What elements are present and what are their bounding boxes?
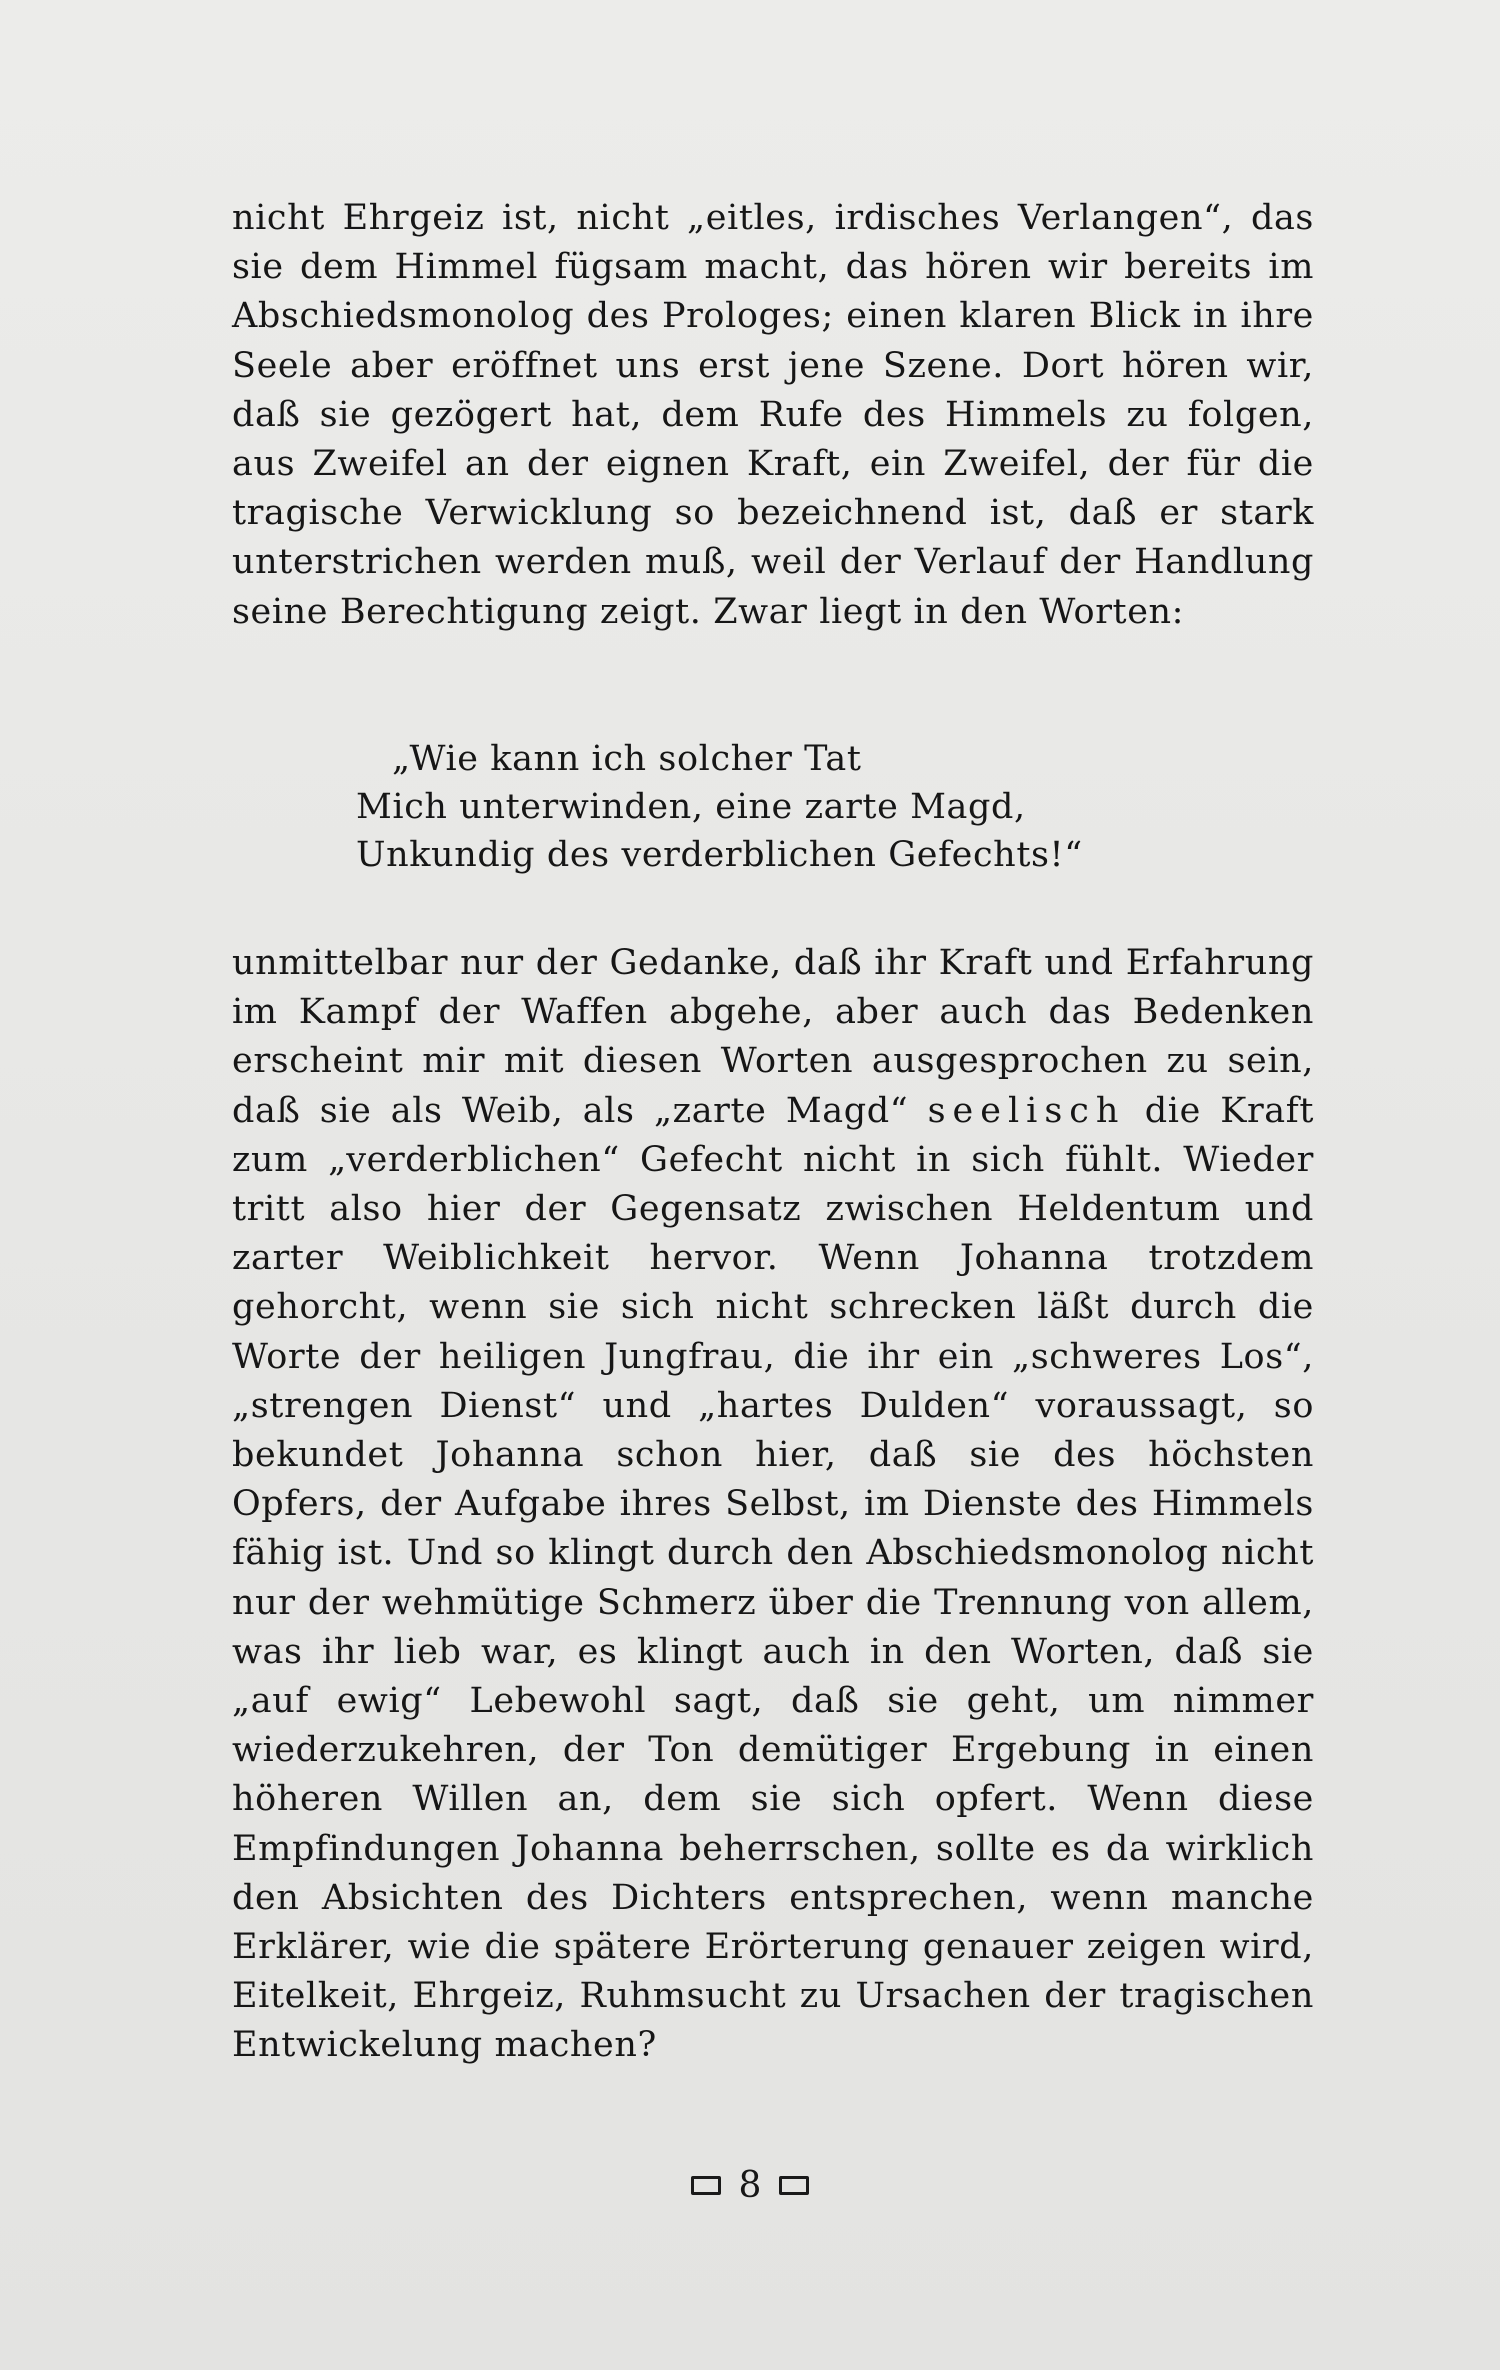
right-box-ornament-icon [779,2176,809,2195]
verse-line-1: „Wie kann ich solcher Tat [392,739,862,779]
page-number: 8 [738,2165,762,2206]
left-box-ornament-icon [691,2176,721,2195]
paragraph-2-part-1: unmittelbar nur der Gedanke, daß ihr Kraft und Erfahrung im Kampf der Waffen abgehe, aber auch das Bedenken erscheint mir mit diesen Worten ausgesprochen zu sein, daß sie als Weib, als „zarte Magd“ [232,943,1314,1131]
paragraph-1: nicht Ehrgeiz ist, nicht „eitles, irdisches Verlangen“, das sie dem Himmel fügsam macht, das hören wir bereits im Abschiedsmonolog des Prologes; einen klaren Blick in ihre Seele aber eröffnet uns erst jene Szene. Dort hören wir, daß sie gezögert hat, dem Rufe des Himmels zu folgen, aus Zweifel an der eignen Kraft, ein Zweifel, der für die tragische Verwicklung so bezeichnend ist, daß er stark unterstrichen werden muß, weil der Verlauf der Handlung seine Berechtigung zeigt. Zwar liegt in den Worten: [232,198,1314,632]
paragraph-2-part-2: die Kraft zum „verderblichen“ Gefecht nicht in sich fühlt. Wieder tritt also hier der Gegensatz zwischen Heldentum und zarter Weiblichkeit hervor. Wenn Johanna trotzdem gehorcht, wenn sie sich nicht schrecken läßt durch die Worte der heiligen Jungfrau, die ihr ein „schweres Los“, „strengen Dienst“ und „hartes Dulden“ voraussagt, so bekundet Johanna schon hier, daß sie des höchsten Opfers, der Aufgabe ihres Selbst, im Dienste des Himmels fähig ist. Und so klingt durch den Abschiedsmonolog nicht nur der wehmütige Schmerz über die Trennung von allem, was ihr lieb war, es klingt auch in den Worten, daß sie „auf ewig“ Lebewohl sagt, daß sie geht, um nimmer wiederzukehren, der Ton demütiger Ergebung in einen höheren Willen an, dem sie sich opfert. Wenn diese Empfindungen Johanna beherrschen, sollte es da wirklich den Absichten des Dichters entsprechen, wenn manche Erklärer, wie die spätere Erörterung genauer zeigen wird, Eitelkeit, Ehrgeiz, Ruhmsucht zu Ursachen der tragischen Entwickelung machen? [232,1090,1314,2066]
page-footer [0,2165,1500,2206]
emphasized-word: seelisch [927,1090,1126,1131]
verse-line-3: Unkundig des verderblichen Gefechts!“ [356,835,1083,875]
verse-quotation [356,735,1083,879]
verse-line-2: Mich unterwinden, eine zarte Magd, [356,787,1026,827]
paragraph-2 [232,939,1314,2071]
